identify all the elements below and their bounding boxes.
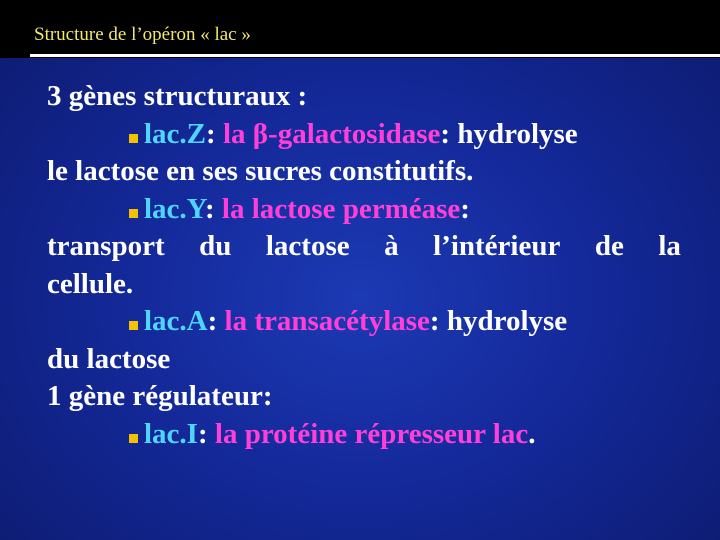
description-lacz-cont: le lactose en ses sucres constitutifs. [47,155,474,187]
separator: : [460,192,470,225]
word: à [384,230,399,262]
word: du [199,230,232,262]
list-item-laci [47,416,687,454]
slide-body [47,78,687,453]
word: lactose [265,230,350,262]
heading-regulator-gene: 1 gène régulateur: [47,380,273,412]
list-item-lacy [47,191,687,229]
bullet-icon [129,134,138,143]
separator: : [206,117,223,150]
separator: : [429,305,440,337]
list-item-lacz [47,116,687,154]
protein-name-laci: la protéine répresseur lac [214,417,529,450]
slide-title: Structure de l’opéron « lac » [34,24,251,45]
word: de [594,230,624,262]
word: l’intérieur [433,230,561,262]
bullet-icon [129,434,138,443]
description-laca-cont: du lactose [47,342,171,375]
enzyme-name-laca: la transacétylase [224,305,430,337]
gene-name-laca: lac.A [144,305,208,337]
word: transport [47,230,165,262]
description-lacy-cont: cellule. [47,267,134,300]
gene-name-lacy: lac.Y [144,192,205,225]
bullet-icon [129,209,138,218]
list-item-laca [47,303,687,341]
heading-structural-genes: 3 gènes structuraux : [47,80,308,112]
enzyme-name-lacy: la lactose perméase [221,192,461,225]
gene-name-laci: lac.I [144,417,198,450]
separator: : [440,117,451,150]
description-laca: hydrolyse [439,305,568,337]
title-divider [30,54,720,57]
description-lacy [47,228,681,266]
separator: : [204,192,222,225]
separator: : [197,417,215,450]
separator: : [207,305,225,337]
gene-name-lacz: lac.Z [144,117,207,150]
word: la [658,230,681,262]
bullet-icon [129,321,138,330]
period: . [528,417,536,450]
enzyme-name-lacz: la β-galactosidase [222,117,441,150]
description-lacz: hydrolyse [450,117,578,150]
